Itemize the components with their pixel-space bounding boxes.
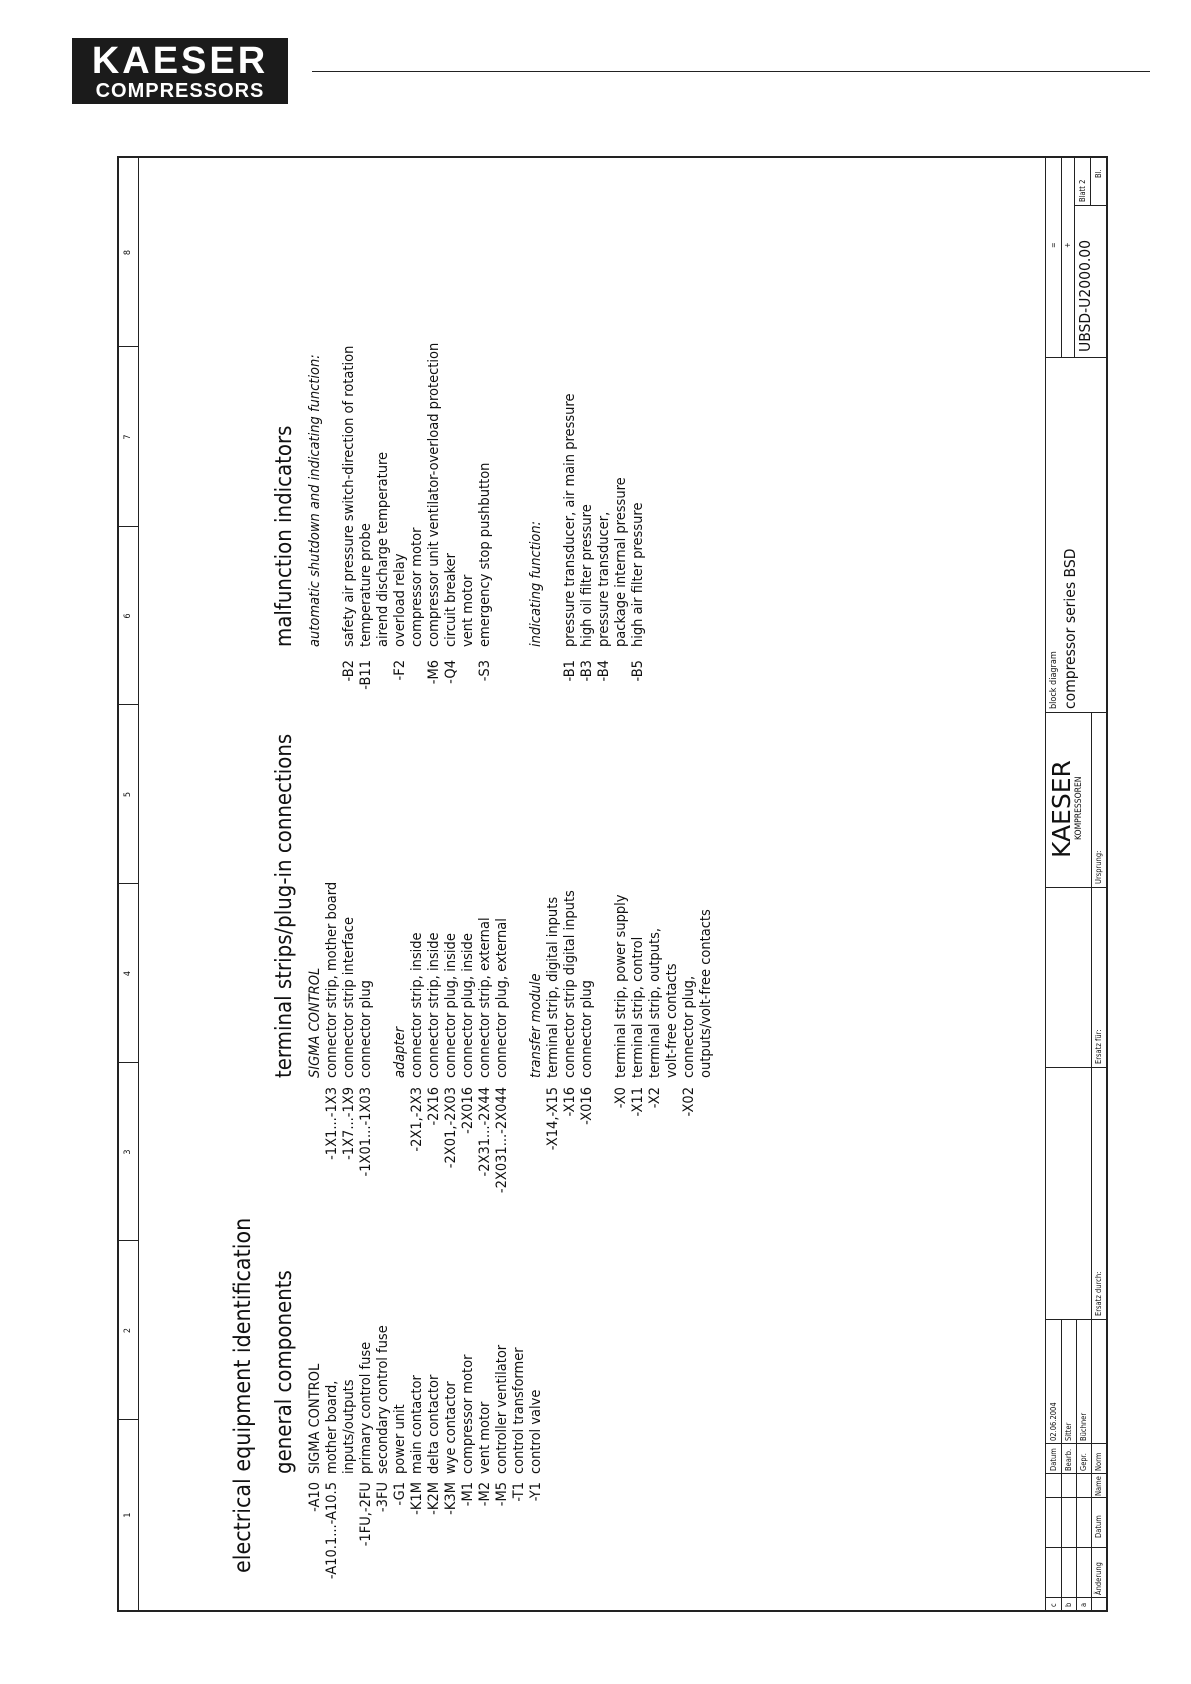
terminal-item-text: connector strip digital inputs — [562, 890, 578, 1078]
terminal-item-id: -1X7...-1X9 — [341, 1087, 357, 1160]
malfunction-item-text: safety air pressure switch-direction of rotation — [341, 345, 357, 647]
general-item-text: delta contactor — [426, 1374, 442, 1474]
terminal-item-text: terminal strip, power supply — [613, 894, 629, 1078]
general-item-text: control transformer — [511, 1347, 527, 1474]
terminal-item-text: connector plug, inside — [460, 933, 476, 1078]
terminal-item-id: -2X16 — [426, 1087, 442, 1126]
malfunction-item-text: vent motor — [460, 574, 476, 647]
general-item-id: -M5 — [494, 1482, 510, 1507]
terminal-item-text: connector strip, inside — [409, 932, 425, 1078]
terminal-item-text: volt-free contacts — [664, 963, 680, 1078]
malfunction-item-text: automatic shutdown and indicating function: — [307, 354, 323, 647]
malfunction-item-id: -S3 — [477, 660, 493, 682]
page-title: electrical equipment identification — [230, 1217, 256, 1573]
zone-8: 8 — [119, 158, 139, 347]
general-item-text: wye contactor — [443, 1381, 459, 1474]
diagram-title: compressor series BSD — [1061, 548, 1079, 709]
terminal-item-id: -X02 — [681, 1087, 697, 1117]
gepr-label: Gepr. — [1079, 1453, 1088, 1471]
malfunction-item-text: circuit breaker — [443, 553, 459, 647]
zone-2: 2 — [119, 1240, 139, 1420]
datum-value: 02.06.2004 — [1049, 1402, 1058, 1441]
logo-subline: COMPRESSORS — [95, 80, 265, 102]
col-datum: Datum — [1094, 1515, 1103, 1538]
general-item-id: -K3M — [443, 1482, 459, 1515]
terminal-item-id: -X2 — [647, 1087, 663, 1109]
drawing-canvas — [119, 158, 1106, 1610]
ersatz-fuer-label: Ersatz für: — [1094, 1029, 1103, 1064]
terminal-item-id: -X016 — [579, 1087, 595, 1125]
ersatz-durch-label: Ersatz durch: — [1094, 1271, 1103, 1316]
terminal-item-id: -2X031...-2X044 — [494, 1087, 510, 1194]
general-item-id: -T1 — [511, 1482, 527, 1502]
malfunction-item-text: package internal pressure — [613, 477, 629, 647]
malfunction-item-id: -Q4 — [443, 660, 459, 684]
general-item-id: -A10.1...-A10.5 — [324, 1482, 340, 1580]
general-item-id: -G1 — [392, 1482, 408, 1506]
malfunction-item-id: -B1 — [562, 660, 578, 682]
malfunction-item-text: compressor motor — [409, 527, 425, 647]
col-aenderung: Änderung — [1094, 1562, 1103, 1595]
terminal-item-id: -X0 — [613, 1087, 629, 1109]
terminal-item-text: terminal strip, digital inputs — [545, 896, 561, 1078]
logo-wordmark: KAESER — [91, 40, 269, 82]
eq-mark: = — [1049, 242, 1058, 248]
malfunction-item-text: pressure transducer, air main pressure — [562, 393, 578, 647]
general-item-text: control valve — [528, 1389, 544, 1474]
general-item-text: main contactor — [409, 1375, 425, 1474]
malfunction-item-id: -B4 — [596, 660, 612, 682]
diagram-title-cell — [1046, 357, 1106, 713]
malfunction-item-id: -B11 — [358, 660, 374, 690]
terminal-item-text: SIGMA CONTROL — [307, 967, 323, 1078]
doc-number-cell — [1046, 158, 1106, 358]
malfunction-item-text: emergency stop pushbutton — [477, 462, 493, 647]
general-item-id: -A10 — [307, 1482, 323, 1512]
general-item-id: -Y1 — [528, 1482, 544, 1502]
malfunction-item-text: indicating function: — [528, 520, 544, 647]
terminal-item-text: transfer module — [528, 973, 544, 1078]
terminal-item-id: -X11 — [630, 1087, 646, 1117]
terminal-item-id: -1X1...-1X3 — [324, 1087, 340, 1160]
drawing-sheet — [117, 156, 1108, 1612]
general-item-text: primary control fuse — [358, 1341, 374, 1474]
bearb-value: Sitter — [1064, 1422, 1073, 1441]
zone-7: 7 — [119, 346, 139, 527]
general-item-id: -M2 — [477, 1482, 493, 1507]
blatt-label: Blatt 2 — [1078, 179, 1087, 202]
terminal-item-text: adapter — [392, 1026, 408, 1078]
general-item-id: -1FU,-2FU — [358, 1482, 374, 1547]
general-item-id: -3FU — [375, 1482, 391, 1513]
general-item-id: -M1 — [460, 1482, 476, 1507]
malfunction-item-id: -B2 — [341, 660, 357, 682]
terminal-item-id: -2X1,-2X3 — [409, 1087, 425, 1152]
title-block — [1045, 158, 1106, 1610]
malfunction-item-text: overload relay — [392, 553, 408, 647]
terminal-item-text: terminal strip, outputs, — [647, 927, 663, 1078]
general-item-text: mother board, — [324, 1380, 340, 1474]
rev-a: a — [1079, 1602, 1088, 1607]
terminal-item-id: -X14,-X15 — [545, 1087, 561, 1151]
general-item-text: compressor motor — [460, 1354, 476, 1474]
terminal-item-id: -2X016 — [460, 1087, 476, 1134]
general-item-id: -K2M — [426, 1482, 442, 1515]
revision-block — [1046, 1319, 1106, 1610]
terminal-item-text: connector plug — [579, 980, 595, 1078]
general-item-text: inputs/outputs — [341, 1379, 357, 1474]
rev-b: b — [1064, 1602, 1073, 1607]
diagram-type: block diagram — [1049, 651, 1059, 709]
malfunction-item-id: -F2 — [392, 660, 408, 681]
company-sub: KOMPRESSOREN — [1074, 776, 1084, 840]
terminal-item-text: outputs/volt-free contacts — [698, 909, 714, 1078]
gepr-value: Büchner — [1079, 1412, 1088, 1441]
malfunction-item-text: high oil filter pressure — [579, 504, 595, 647]
zone-5: 5 — [119, 704, 139, 884]
bl-label: Bl. — [1094, 169, 1103, 178]
malfunction-item-text: temperature probe — [358, 523, 374, 647]
terminal-item-text: connector plug, — [681, 975, 697, 1078]
terminal-item-id: -2X01,-2X03 — [443, 1087, 459, 1169]
terminal-item-id: -2X31...-2X44 — [477, 1087, 493, 1177]
terminal-item-id: -X16 — [562, 1087, 578, 1117]
malfunction-item-text: airend discharge temperature — [375, 451, 391, 647]
company-name: KAESER — [1047, 760, 1076, 858]
terminal-item-text: connector plug, external — [494, 918, 510, 1078]
zone-4: 4 — [119, 883, 139, 1063]
malfunction-item-id: -B5 — [630, 660, 646, 682]
general-item-id: -K1M — [409, 1482, 425, 1515]
general-item-text: SIGMA CONTROL — [307, 1363, 323, 1474]
company-cell — [1046, 712, 1106, 888]
malfunction-item-text: high air filter pressure — [630, 502, 646, 647]
ursprung-label: Ursprung: — [1094, 850, 1103, 884]
header-rule — [312, 71, 1150, 72]
terminal-item-text: connector plug, inside — [443, 933, 459, 1078]
general-item-text: controller ventilator — [494, 1344, 510, 1474]
zone-6: 6 — [119, 526, 139, 705]
terminal-item-text: connector strip interface — [341, 917, 357, 1078]
general-item-text: secondary control fuse — [375, 1325, 391, 1474]
col-name: Name — [1094, 1476, 1103, 1496]
zone-1: 1 — [119, 1419, 139, 1610]
general-item-text: power unit — [392, 1404, 408, 1474]
terminal-item-text: connector strip, external — [477, 917, 493, 1078]
terminal-heading: terminal strips/plug-in connections — [272, 733, 297, 1078]
ersatz-durch-cell — [1046, 1067, 1106, 1320]
terminal-item-text: terminal strip, control — [630, 936, 646, 1078]
rev-c: c — [1049, 1603, 1058, 1607]
malfunction-item-text: pressure transducer, — [596, 511, 612, 647]
norm-label: Norm — [1094, 1452, 1103, 1471]
terminal-item-id: -1X01...-1X03 — [358, 1087, 374, 1177]
terminal-item-text: connector plug — [358, 980, 374, 1078]
datum-label: Datum — [1049, 1448, 1058, 1471]
malfunction-item-id: -M6 — [426, 660, 442, 685]
terminal-item-text: connector strip, mother board — [324, 881, 340, 1078]
doc-number: UBSD-U2000.00 — [1076, 240, 1094, 352]
plus-mark: + — [1063, 242, 1072, 248]
malfunction-item-id: -B3 — [579, 660, 595, 682]
malfunction-item-text: compressor unit ventilator-overload protection — [426, 342, 442, 647]
kaeser-logo — [72, 38, 288, 104]
terminal-item-text: connector strip, inside — [426, 932, 442, 1078]
zone-3: 3 — [119, 1062, 139, 1241]
ersatz-fuer-cell — [1046, 887, 1106, 1068]
malfunction-heading: malfunction indicators — [272, 425, 297, 647]
bearb-label: Bearb. — [1064, 1448, 1073, 1471]
general-heading: general components — [272, 1270, 297, 1474]
general-item-text: vent motor — [477, 1401, 493, 1474]
